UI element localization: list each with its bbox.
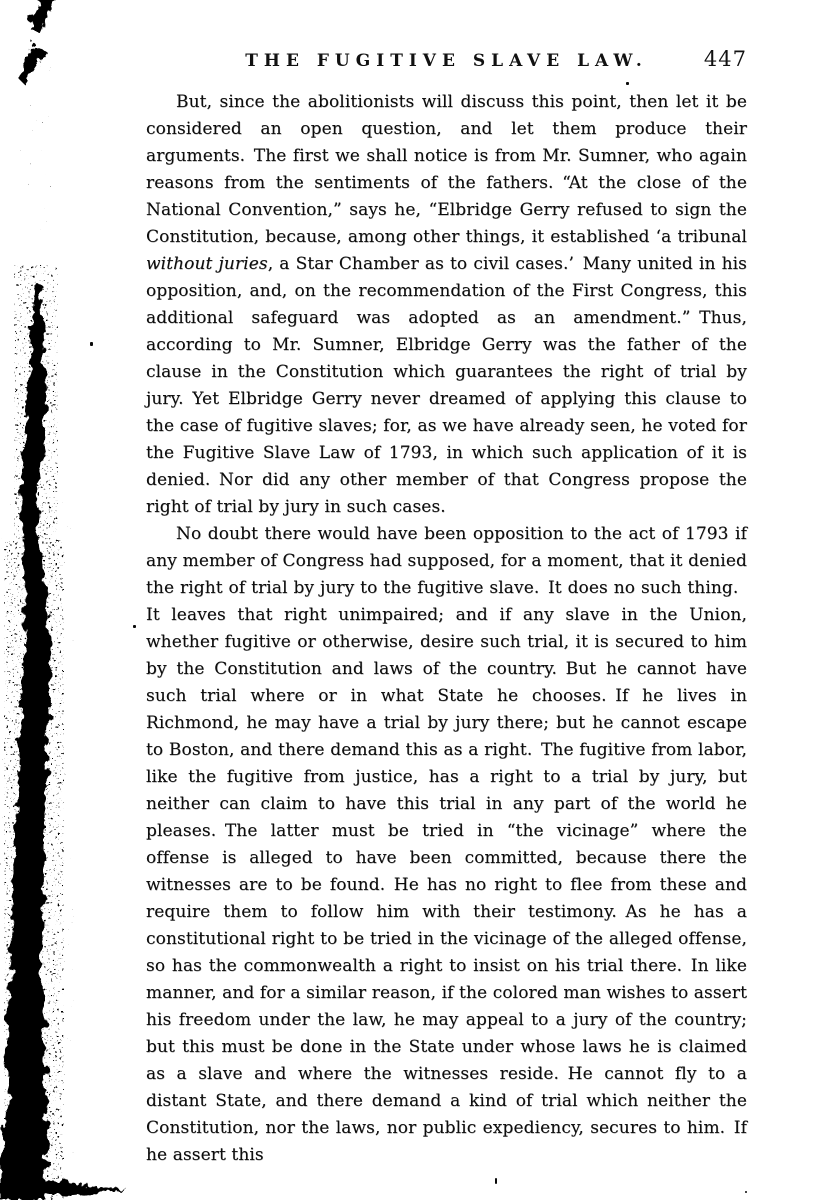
paragraph-1-text: But, since the abolitionists will discuss this point, then let it be considered an open question, and let them produce their arguments. The first we shall notice is from Mr. Sumner, who again reasons from the sentiments of the fathers. “At the close of the National Convention,” says he, “Elbridge Gerry refused to sign the Constitution, because, among other things, it established ‘a tribunal — [146, 92, 747, 247]
ink-speck — [90, 342, 93, 346]
running-title: THE FUGITIVE SLAVE LAW. — [245, 51, 648, 71]
binding-shadow-artifact — [0, 0, 170, 1200]
ink-speck — [133, 625, 136, 628]
page-number: 447 — [703, 47, 747, 71]
paragraph-1-text-continued: , a Star Chamber as to civil cases.’ Many united in his opposition, and, on the recommendation of the First Congress, this additional safeguard was adopted as an amendment.” Thus, according to Mr. Sumner, Elbridge Gerry was the father of the clause in the Constitution which guarantees the right of trial by jury. Yet Elbridge Gerry never dreamed of applying this clause to the case of fugitive slaves; for, as we have already seen, he voted for the Fugitive Slave Law of 1793, in which such application of it is denied. Nor did any other member of that Congress propose the right of trial by jury in such cases. — [146, 254, 748, 517]
ink-speck — [745, 1191, 747, 1193]
page-text — [146, 89, 747, 1169]
ink-speck — [626, 82, 629, 85]
italic-phrase: without juries — [146, 254, 268, 274]
ink-speck — [495, 1178, 497, 1184]
paragraph-1 — [146, 89, 747, 521]
page-header — [146, 47, 747, 79]
paragraph-2: No doubt there would have been opposition to the act of 1793 if any member of Congress had supposed, for a moment, that it denied the right of trial by jury to the fugitive slave. It does no such thing. It leaves that right unimpaired; and if any slave in the Union, whether fugitive or otherwise, desire such trial, it is secured to him by the Constitution and laws of the country. But he cannot have such trial where or in what State he chooses. If he lives in Richmond, he may have a trial by jury there; but he cannot escape to Boston, and there demand this as a right. The fugitive from labor, like the fugitive from justice, has a right to a trial by jury, but neither can claim to have this trial in any part of the world he pleases. The latter must be tried in “the vicinage” where the offense is alleged to have been committed, because there the witnesses are to be found. He has no right to flee from these and require them to follow him with their testimony. As he has a constitutional right to be tried in the vicinage of the alleged offense, so has the commonwealth a right to insist on his trial there. In like manner, and for a similar reason, if the colored man wishes to assert his freedom under the law, he may appeal to a jury of the country; but this must be done in the State under whose laws he is claimed as a slave and where the witnesses reside. He cannot fly to a distant State, and there demand a kind of trial which neither the Constitution, nor the laws, nor public expediency, secures to him. If he assert this — [146, 524, 747, 1165]
